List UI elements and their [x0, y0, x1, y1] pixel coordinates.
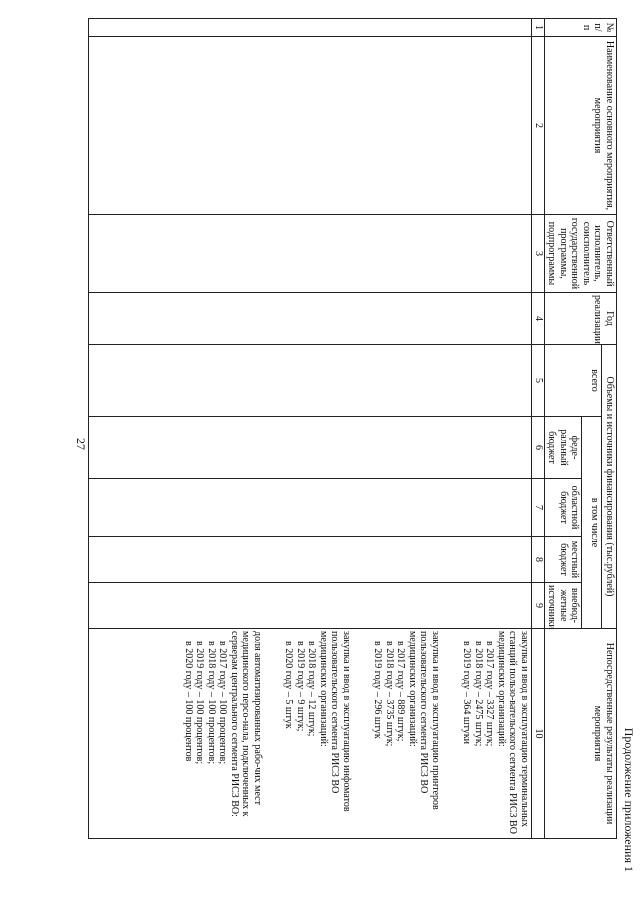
table-row	[89, 19, 532, 839]
header-executor: Ответственный исполнитель, соисполнитель государственной программы, подпрограммы	[545, 215, 617, 293]
result-line: в 2018 году – 100 процентов;	[206, 641, 217, 765]
result-line: в 2020 году – 100 процентов	[183, 641, 194, 762]
cell-empty	[89, 479, 532, 537]
result-block-terminals	[461, 631, 530, 836]
rotated-sheet	[15, 18, 635, 898]
header-total: всего	[545, 345, 603, 417]
page-number: 27	[74, 438, 88, 450]
result-line: в 2019 году – 100 процентов;	[194, 641, 206, 765]
result-line: в 2017 году – 100 процентов;	[217, 641, 229, 765]
header-results: Непосредственные результаты реализации мероприятия	[545, 629, 617, 839]
result-line: в 2019 году – 296 штук	[372, 641, 384, 739]
header-federal: феде-ральный бюджет	[545, 417, 583, 479]
header-num: № п/п	[545, 19, 617, 37]
header-local: местный бюджет	[545, 537, 583, 583]
result-block-printers	[372, 631, 441, 836]
column-number: 2	[532, 37, 545, 215]
result-line: в 2019 году – 364 штуки	[461, 641, 473, 745]
column-number: 9	[532, 583, 545, 629]
header-including: в том числе	[582, 417, 602, 629]
column-number: 4	[532, 293, 545, 345]
header-year: Год реализации	[545, 293, 617, 345]
cell-empty	[89, 19, 532, 37]
column-number: 10	[532, 629, 545, 839]
column-number: 7	[532, 479, 545, 537]
column-number: 1	[532, 19, 545, 37]
cell-empty	[89, 345, 532, 417]
result-text: закупка и ввод в эксплуатацию инфоматов пользовательского сегмента РИСЗ ВО медицинских организаций:	[318, 631, 352, 812]
header-regional: областной бюджет	[545, 479, 583, 537]
column-number: 6	[532, 417, 545, 479]
result-line: в 2018 году – 2475 штук;	[473, 641, 484, 747]
results-cell	[89, 629, 532, 839]
result-line: в 2018 году – 3735 штук;	[384, 641, 395, 747]
result-block-infomats	[283, 631, 352, 836]
cell-empty	[89, 293, 532, 345]
column-number: 5	[532, 345, 545, 417]
result-line: в 2017 году – 3327 штук;	[484, 641, 496, 747]
column-number: 3	[532, 215, 545, 293]
cell-empty	[89, 215, 532, 293]
cell-empty	[89, 37, 532, 215]
header-name: Наименование основного мероприятия, мероприятия	[545, 37, 617, 215]
continuation-title: Продолжение приложения 1	[622, 727, 636, 872]
cell-empty	[89, 417, 532, 479]
result-block-workstations	[183, 631, 264, 836]
header-offbudget: внебюд-жетные источники	[545, 583, 583, 629]
result-line: в 2020 году – 5 штук	[283, 641, 295, 729]
result-line: в 2019 году – 9 штук;	[295, 641, 306, 732]
column-number-row	[532, 19, 545, 839]
program-table	[88, 18, 617, 839]
cell-empty	[89, 537, 532, 583]
result-text: закупка и ввод в эксплуатацию принтеров пользовательского сегмента РИСЗ ВО медицинских организаций:	[407, 631, 441, 810]
result-line: в 2017 году – 889 штук;	[395, 641, 407, 742]
header-financing: Объемы и источники финансирования (тыс.рублей)	[602, 345, 617, 629]
column-number: 8	[532, 537, 545, 583]
cell-empty	[89, 583, 532, 629]
result-text: закупка и ввод в эксплуатацию терминальных станций пользо-вательского сегмента РИСЗ ВО медицинских организаций:	[496, 631, 530, 834]
result-line: в 2018 году – 12 штук;	[306, 641, 318, 737]
result-text: доля автоматизированных рабо-чих мест медицинского персо-нала, подключенных к серверам центрального сегмента РИСЗ ВО:	[229, 631, 263, 817]
